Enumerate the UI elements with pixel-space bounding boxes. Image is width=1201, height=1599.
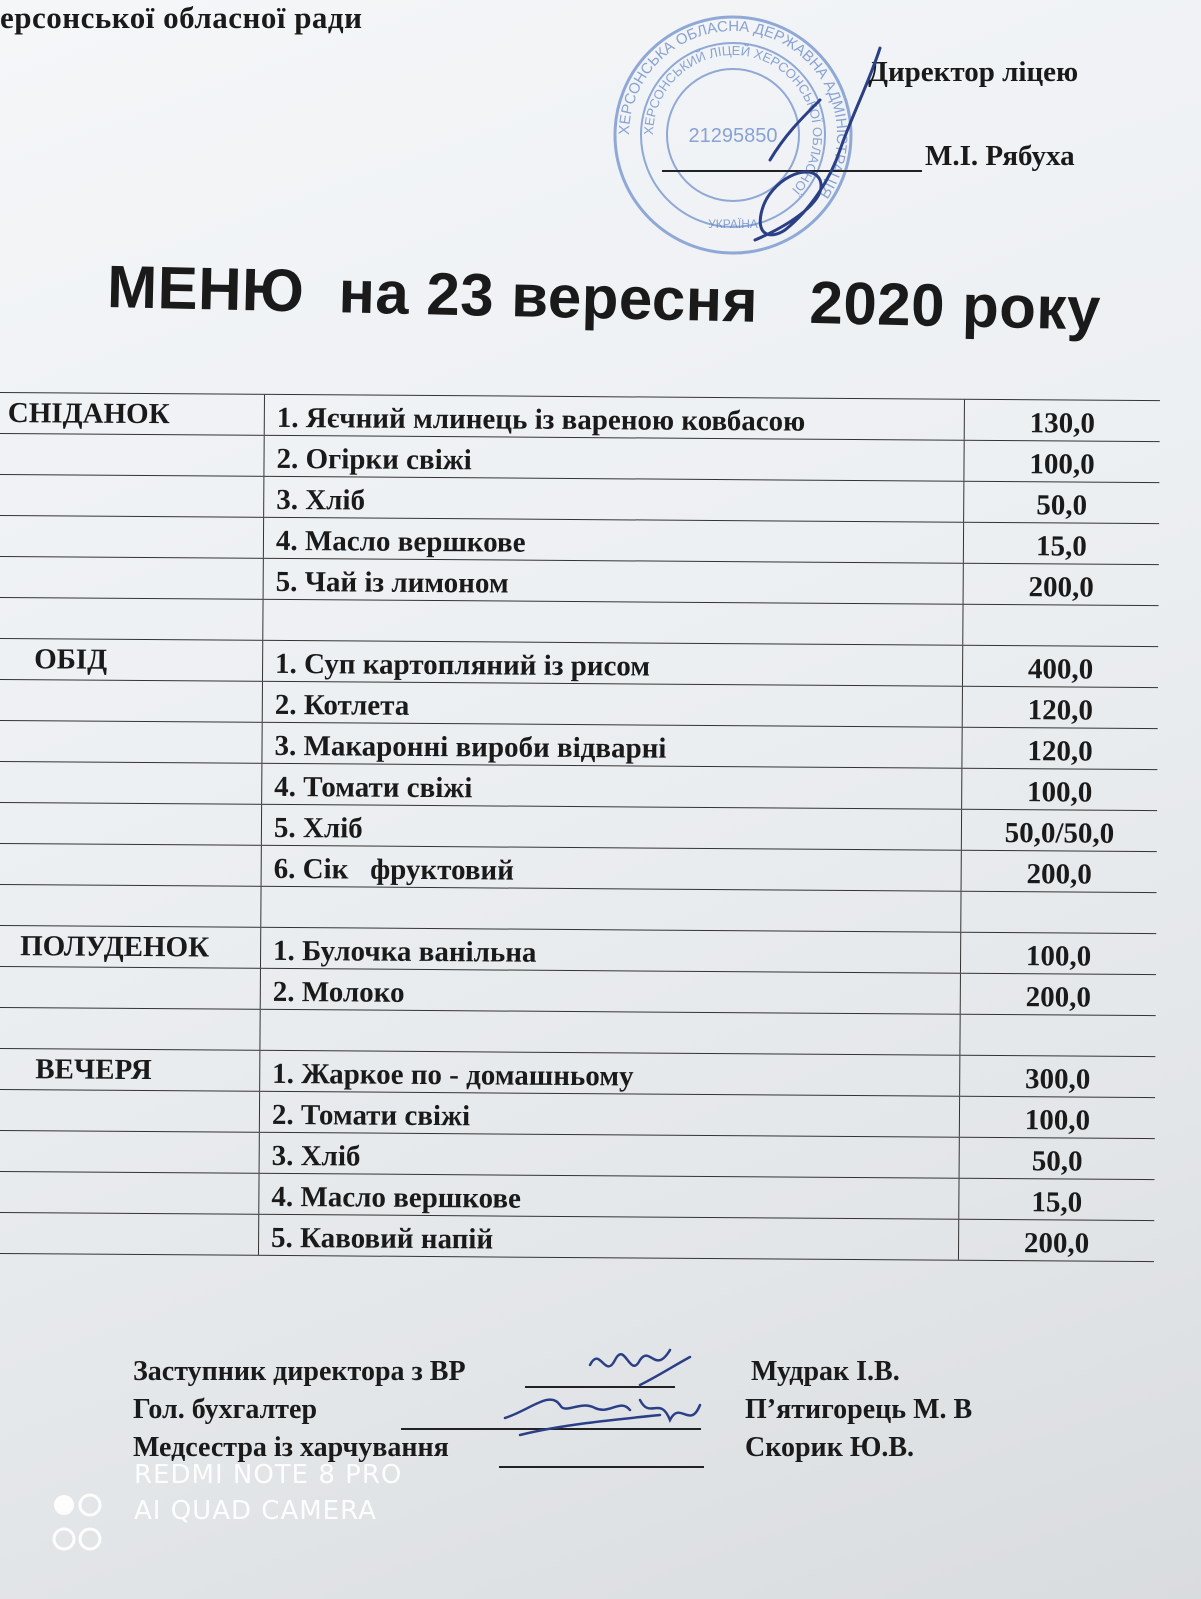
weight-cell: 130,0 bbox=[1029, 407, 1096, 440]
meal-cell bbox=[0, 762, 262, 804]
weight-cell: 300,0 bbox=[1024, 1063, 1091, 1096]
meal-cell bbox=[0, 598, 264, 640]
weight-cell: 100,0 bbox=[1024, 1104, 1091, 1137]
dish-cell: 5. Кавовий напій bbox=[259, 1215, 959, 1260]
dish-cell: 1. Булочка ванільна bbox=[261, 928, 961, 973]
director-signature bbox=[700, 40, 900, 250]
meal-cell bbox=[0, 844, 262, 886]
watermark-line2: AI QUAD CAMERA bbox=[134, 1496, 377, 1526]
meal-cell bbox=[0, 803, 262, 845]
signoff-name: П’ятигорець М. В bbox=[745, 1394, 973, 1425]
stamp-outer-text: ХЕРСОНСЬКА ОБЛАСНА ДЕРЖАВНА АДМІНІСТРАЦІЯ bbox=[615, 17, 851, 202]
dish-cell: 2. Томати свіжі bbox=[260, 1092, 960, 1137]
signoff-name: Скорик Ю.В. bbox=[745, 1432, 915, 1463]
dish-cell: 4. Масло вершкове bbox=[259, 1174, 959, 1219]
signoff-role: Заступник директора з ВР bbox=[133, 1356, 466, 1387]
dish-cell: 5. Чай із лимоном bbox=[264, 559, 964, 604]
weight-cell: 100,0 bbox=[1025, 940, 1092, 973]
weight-cell: 50,0/50,0 bbox=[1004, 817, 1115, 850]
dish-cell: 1. Жаркое по - домашньому bbox=[260, 1051, 960, 1096]
approval-name: М.І. Рябуха bbox=[925, 140, 1075, 172]
meal-cell: ПОЛУДЕНОК bbox=[0, 926, 261, 968]
weight-cell: 120,0 bbox=[1027, 694, 1094, 727]
dish-cell: 2. Котлета bbox=[263, 682, 963, 727]
meal-cell bbox=[0, 1213, 259, 1255]
weight-cell bbox=[960, 1015, 1155, 1056]
meal-cell: СНІДАНОК bbox=[0, 393, 265, 435]
weight-cell bbox=[961, 892, 1156, 933]
weight-cell: 200,0 bbox=[1025, 981, 1092, 1014]
stamp-inner-text: ХЕРСОНСЬКИЙ ЛІЦЕЙ ХЕРСОНСЬКОЇ ОБЛАСНОЇ bbox=[640, 42, 826, 198]
dish-cell: 1. Яєчний млинець із вареною ковбасою bbox=[265, 395, 965, 440]
dish-cell bbox=[260, 1010, 960, 1055]
meal-cell: ВЕЧЕРЯ bbox=[0, 1049, 260, 1091]
signoff-role: Гол. бухгалтер bbox=[133, 1394, 318, 1425]
signoff-role: Медсестра із харчування bbox=[133, 1432, 449, 1463]
weight-cell: 400,0 bbox=[1027, 653, 1094, 686]
stamp-country: УКРАЇНА bbox=[708, 217, 758, 231]
dish-cell: 4. Масло вершкове bbox=[264, 518, 964, 563]
meal-cell bbox=[0, 1090, 260, 1132]
meal-cell bbox=[0, 475, 264, 517]
meal-cell bbox=[0, 721, 263, 763]
weight-cell: 120,0 bbox=[1027, 735, 1093, 768]
dish-cell: 3. Макаронні вироби відварні bbox=[262, 723, 962, 768]
weight-cell: 15,0 bbox=[1031, 1186, 1083, 1219]
dish-cell: 3. Хліб bbox=[264, 477, 964, 522]
menu-title: МЕНЮ на 23 вересня 2020 року bbox=[106, 252, 1102, 343]
stamp-code: 21295850 bbox=[688, 125, 778, 147]
dish-cell: 2. Огірки свіжі bbox=[264, 436, 964, 481]
meal-cell bbox=[0, 1131, 260, 1173]
watermark-line1: REDMI NOTE 8 PRO bbox=[134, 1460, 403, 1490]
meal-cell bbox=[0, 557, 264, 599]
weight-cell: 50,0 bbox=[1031, 1145, 1083, 1178]
weight-cell: 100,0 bbox=[1029, 448, 1095, 481]
dish-cell: 4. Томати свіжі bbox=[262, 764, 962, 809]
meal-cell bbox=[0, 1008, 261, 1050]
weight-cell: 200,0 bbox=[1023, 1227, 1090, 1260]
signature-line bbox=[499, 1466, 704, 1468]
meal-cell bbox=[0, 680, 263, 722]
dish-cell: 2. Молоко bbox=[261, 969, 961, 1014]
weight-cell: 200,0 bbox=[1026, 858, 1092, 891]
accountant-nurse-signature bbox=[500, 1380, 710, 1440]
weight-cell: 50,0 bbox=[1036, 489, 1088, 522]
meal-cell: ОБІД bbox=[0, 639, 263, 681]
dish-cell: 6. Сік фруктовий bbox=[262, 846, 962, 891]
approval-title: Директор ліцею bbox=[868, 56, 1079, 88]
meal-cell bbox=[0, 516, 264, 558]
dish-cell bbox=[263, 600, 963, 645]
meal-cell bbox=[0, 885, 262, 927]
menu-table bbox=[0, 392, 1160, 1262]
menu-row bbox=[0, 1213, 1154, 1262]
meal-cell bbox=[0, 434, 265, 476]
organization-header: ерсонської обласної ради bbox=[0, 0, 363, 35]
weight-cell: 200,0 bbox=[1028, 571, 1094, 604]
weight-cell: 15,0 bbox=[1035, 530, 1087, 563]
meal-cell bbox=[0, 967, 261, 1009]
signoff-name: Мудрак І.В. bbox=[751, 1356, 900, 1387]
weight-cell bbox=[963, 605, 1158, 646]
camera-logo-icon bbox=[50, 1487, 110, 1557]
dish-cell: 5. Хліб bbox=[262, 805, 962, 850]
dish-cell: 3. Хліб bbox=[260, 1133, 960, 1178]
dish-cell: 1. Суп картопляний із рисом bbox=[263, 641, 963, 686]
meal-cell bbox=[0, 1172, 260, 1214]
dish-cell bbox=[261, 887, 961, 932]
weight-cell: 100,0 bbox=[1026, 776, 1093, 809]
